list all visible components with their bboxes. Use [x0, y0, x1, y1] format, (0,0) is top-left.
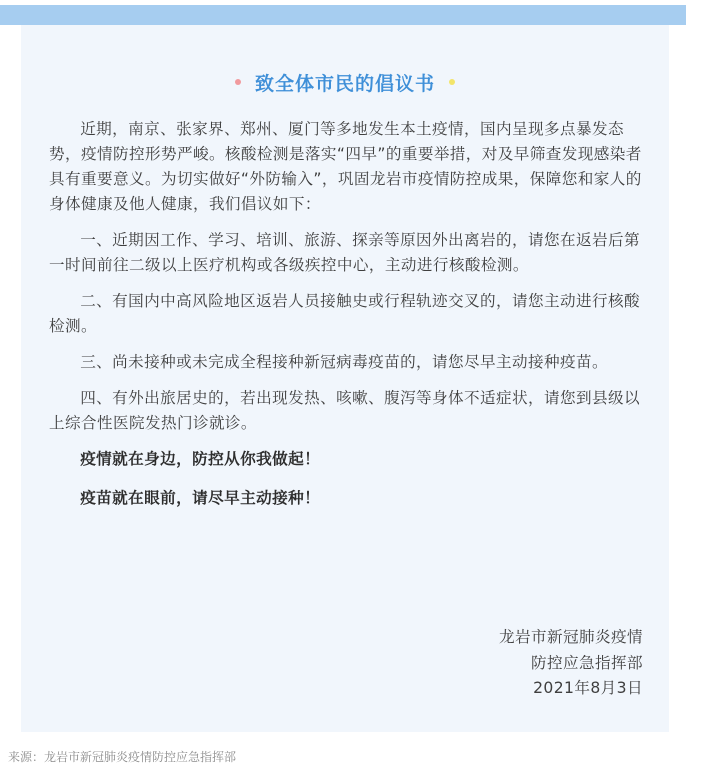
slogan-paragraph: 疫苗就在眼前，请尽早主动接种！ [80, 489, 321, 507]
intro-paragraph: 近期，南京、张家界、郑州、厦门等多地发生本土疫情，国内呈现多点暴发态势，疫情防控形势严峻。核酸检测是落实“四早”的重要举措，对及早筛查发现感染者具有重要意义。为切实做好“外防输入”，巩固龙岩市疫情防控成果，保障您和家人的身体健康及他人健康，我们倡议如下： [49, 120, 642, 213]
slogan-paragraph: 疫情就在身边，防控从你我做起！ [80, 450, 321, 468]
left-dot-icon [235, 79, 241, 85]
top-accent-bar [0, 5, 686, 25]
title-row [21, 67, 669, 97]
right-dot-icon [449, 79, 455, 85]
page-title: 致全体市民的倡议书 [254, 72, 435, 95]
item-paragraph: 二、有国内中高风险地区返岩人员接触史或行程轨迹交叉的，请您主动进行核酸检测。 [49, 292, 640, 335]
signature-org-line1: 龙岩市新冠肺炎疫情 [499, 628, 643, 646]
item-paragraph: 三、尚未接种或未完成全程接种新冠病毒疫苗的，请您尽早主动接种疫苗。 [80, 353, 608, 371]
source-note: 来源：龙岩市新冠肺炎疫情防控应急指挥部 [8, 750, 237, 764]
letter-panel [21, 25, 669, 732]
signature-date: 2021年8月3日 [533, 679, 643, 697]
letter-body [49, 117, 643, 525]
signature-block [499, 625, 643, 702]
signature-org-line2: 防控应急指挥部 [531, 653, 643, 672]
item-paragraph: 四、有外出旅居史的，若出现发热、咳嗽、腹泻等身体不适症状，请您到县级以上综合性医院发热门诊就诊。 [49, 389, 640, 432]
item-paragraph: 一、近期因工作、学习、培训、旅游、探亲等原因外出离岩的，请您在返岩后第一时间前往二级以上医疗机构或各级疾控中心，主动进行核酸检测。 [49, 231, 640, 274]
